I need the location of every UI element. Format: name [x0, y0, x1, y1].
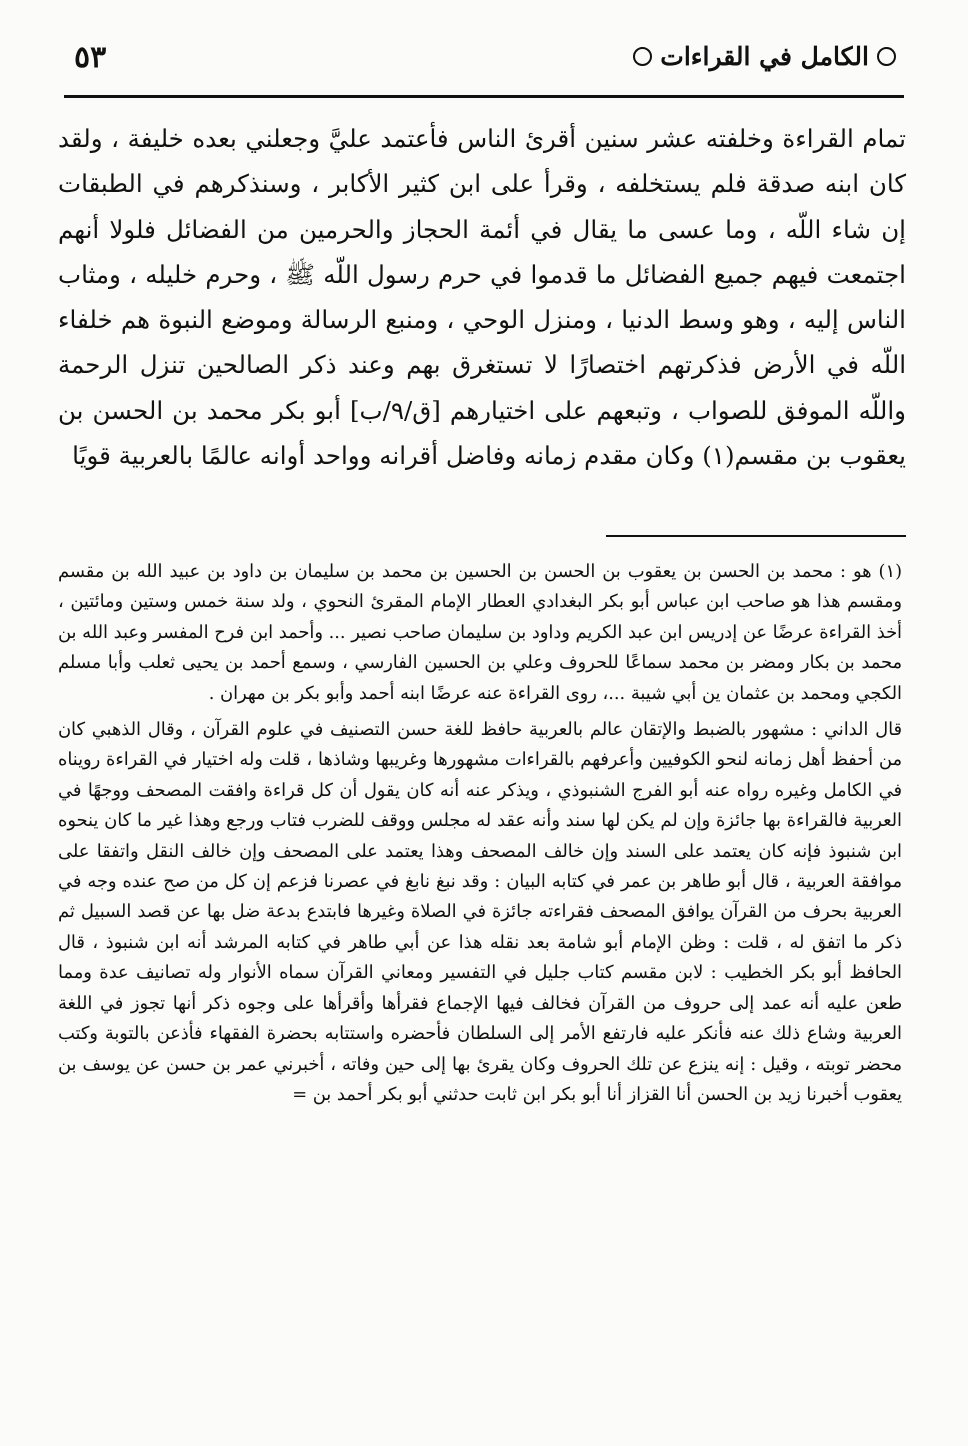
footnote-1: (١) هو : محمد بن الحسن بن يعقوب بن الحسن بن الحسين بن محمد بن سليمان بن داود بن عبيد الله بن مقسم ومقسم هذا هو صاحب ابن عباس أبو بكر البغدادي العطار الإمام المقرئ النحوي ، ولد سنة خمس وستين ومائتين ، أخذ القراءة عرضًا عن إدريس ابن عبد الكريم وداود بن سليمان صاحب نصير ... وأحمد ابن فرح المفسر وعبد الله بن محمد بن بكار ومضر بن محمد سماعًا للحروف وعلي بن الحسين الفارسي ، وسمع أحمد بن يحيى ثعلب وأبا مسلم الكجي ومحمد بن عثمان ين أبي شيبة ...، روى القراءة عنه عرضًا ابنه أحمد وأبو بكر بن مهران . [58, 561, 902, 704]
running-title-text: الكامل في القراءات [660, 42, 869, 71]
footnote-1-commentary: قال الداني : مشهور بالضبط والإتقان عالم بالعربية حافظ للغة حسن التصنيف في علوم القرآن ، وقال الذهبي كان من أحفظ أهل زمانه لنحو الكوفيين وأعرفهم بالقراءات مشهورها وغريبها وشاذها ، قلت وله اختيار في القراءة رويناه في الكامل وغيره رواه عنه أبو الفرج الشنبوذي ، ويذكر عنه أنه كان يقول أن كل قراءة وافقت المصحف ووجهًا في العربية فالقراءة بها جائزة وإن لم يكن لها سند وأنه عقد له مجلس ووقف للضرب فتاب ورجع وهذا غير ما كان ينحوه ابن شنبوذ فإنه كان يعتمد على السند وإن خالف المصحف وهذا يعتمد على المصحف وإن خالف النقل واتفقا على موافقة العربية ، قال أبو طاهر بن عمر في كتابه البيان : وقد نبغ نابغ في عصرنا فزعم إن كل من صح عنده وجه في العربية بحرف من القرآن يوافق المصحف فقراءته جائزة في الصلاة وغيرها فابتدع بدعة ضل بها عن قصد السبيل ثم ذكر ما اتفق له ، قلت : وظن الإمام أبو شامة بعد نقله هذا عن أبي طاهر في كتابه المرشد أنه ابن شنبوذ ، قال الحافظ أبو بكر الخطيب : لابن مقسم كتاب جليل في التفسير ومعاني القرآن سماه الأنوار وله تصانيف عدة ومما طعن عليه أنه عمد إلى حروف من القرآن فخالف فيها الإجماع فقرأها وأقرأها على وجوه ذكر أنها تجوز في اللغة العربية وشاع ذلك عنه فأنكر عليه فارتفع الأمر إلى السلطان فأحضره واستتابه بحضرة الفقهاء فأذعن بالتوبة وكتب محضر توبته ، وقيل : إنه ينزع عن تلك الحروف وكان يقرئ بها إلى حين وفاته ، أخبرني عمر بن حسن عن يوسف بن يعقوب أخبرنا زيد بن الحسن أنا القزاز أنا أبو بكر ابن ثابت حدثني أبو بكر أحمد بن = [58, 719, 902, 1105]
page-number: ٥٣ [74, 40, 107, 75]
main-paragraph: تمام القراءة وخلفته عشر سنين أقرئ الناس فأعتمد عليَّ وجعلني بعده خليفة ، ولقد كان ابنه صدقة فلم يستخلفه ، وقرأ على ابن كثير الأكابر ، وسنذكرهم في الطبقات إن شاء اللّه ، وما عسى ما يقال في أئمة الحجاز والحرمين من الفضائل فلولا أنهم اجتمعت فيهم جميع الفضائل ما قدموا في حرم رسول اللّه ﷺ ، وحرم خليله ، ومثاب الناس إليه ، وهو وسط الدنيا ، ومنزل الوحي ، ومنبع الرسالة وموضع النبوة هم خلفاء اللّه في الأرض فذكرتهم اختصارًا لا تستغرق بهم وعند ذكر الصالحين تنزل الرحمة واللّه الموفق للصواب ، وتبعهم على اختيارهم [ق/٩/ب] أبو بكر محمد بن الحسن بن يعقوب بن مقسم(١) وكان مقدم زمانه وفاضل أقرانه وواحد أوانه عالمًا بالعربية قويًا [58, 124, 906, 471]
main-text [58, 116, 906, 478]
header-rule [64, 95, 904, 98]
ring-ornament-icon [877, 47, 896, 66]
ring-ornament-icon [633, 47, 652, 66]
footnote-separator [606, 535, 906, 537]
running-title [633, 42, 896, 71]
page-header [64, 38, 904, 82]
footnotes [58, 557, 902, 1110]
